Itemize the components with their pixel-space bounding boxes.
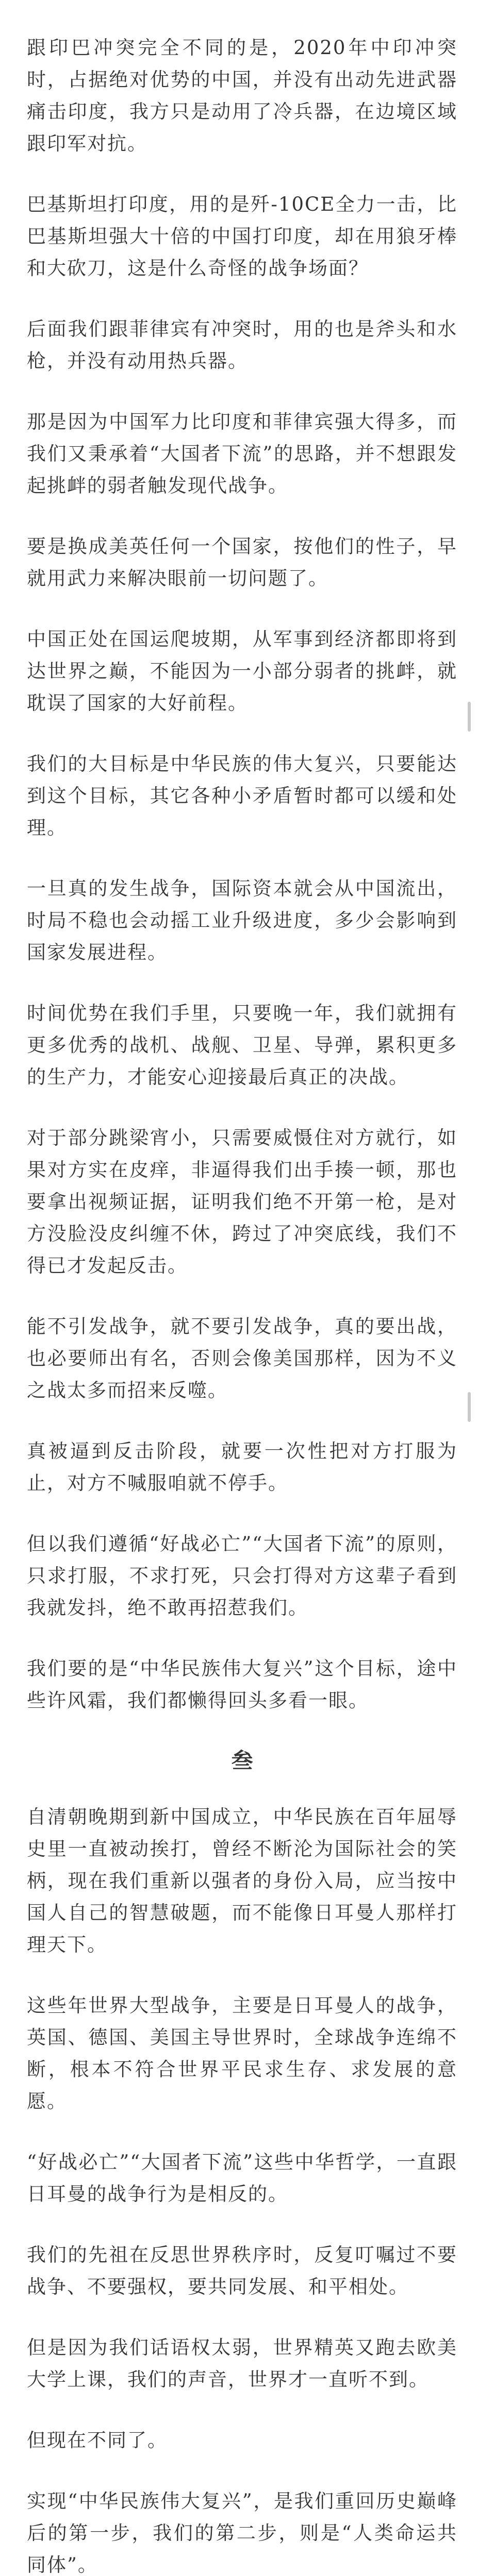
section-heading: 叁 bbox=[231, 1748, 253, 1773]
paragraph: 但现在不同了。 bbox=[27, 2429, 168, 2451]
paragraph: 实现“中华民族伟大复兴”，是我们重回历史巅峰后的第一步，我们的第二步，则是“人类命运共同体”。 bbox=[27, 2490, 457, 2576]
paragraph: 但以我们遵循“好战必亡”“大国者下流”的原则，只求打服，不求打死，只会打得对方这辈子看到我就发抖，绝不敢再招惹我们。 bbox=[27, 1533, 457, 1619]
paragraph: 但是因为我们话语权太弱，世界精英又跑去欧美大学上课，我们的声音，世界才一直听不到。 bbox=[27, 2336, 457, 2391]
paragraph: 我们要的是“中华民族伟大复兴”这个目标，途中些许风霜，我们都懒得回头多看一眼。 bbox=[27, 1657, 457, 1711]
paragraph: 后面我们跟菲律宾有冲突时，用的也是斧头和水枪，并没有动用热兵器。 bbox=[27, 318, 457, 372]
paragraph: 这些年世界大型战争，主要是日耳曼人的战争，英国、德国、美国主导世界时，全球战争连绵不断，根本不符合世界平民求生存、求发展的意愿。 bbox=[27, 1994, 457, 2112]
scroll-indicator[interactable] bbox=[468, 702, 471, 732]
paragraph: 我们的大目标是中华民族的伟大复兴，只要能达到这个目标，其它各种小矛盾暂时都可以缓和处理。 bbox=[27, 753, 457, 839]
paragraph: 我们的先祖在反思世界秩序时，反复叮嘱过不要战争、不要强权，要共同发展、和平相处。 bbox=[27, 2244, 457, 2298]
paragraph: “好战必亡”“大国者下流”这些中华哲学，一直跟日耳曼的战争行为是相反的。 bbox=[27, 2151, 457, 2205]
paragraph: 自清朝晚期到新中国成立，中华民族在百年屈辱史里一直被动挨打，曾经不断沦为国际社会的笑柄，现在我们重新以强者的身份入局，应当按中国人自己的智慧破题，而不能像日耳曼人那样打理天下。 bbox=[27, 1806, 457, 1956]
scroll-indicator[interactable] bbox=[468, 1392, 471, 1422]
paragraph: 对于部分跳梁宵小，只需要威慑住对方就行，如果对方实在皮痒，非逼得我们出手揍一顿，那也要拿出视频证据，证明我们绝不开第一枪，是对方没脸没皮纠缠不休，跨过了冲突底线，我们不得已才发起反击。 bbox=[27, 1127, 457, 1277]
paragraph: 能不引发战争，就不要引发战争，真的要出战，也必要师出有名，否则会像美国那样，因为不义之战太多而招来反噬。 bbox=[27, 1315, 457, 1401]
paragraph: 那是因为中国军力比印度和菲律宾强大得多，而我们又秉承着“大国者下流”的思路，并不想跟发起挑衅的弱者触发现代战争。 bbox=[27, 411, 457, 497]
paragraph: 中国正处在国运爬坡期，从军事到经济都即将到达世界之巅，不能因为一小部分弱者的挑衅，就耽误了国家的大好前程。 bbox=[27, 628, 457, 714]
paragraph: 真被逼到反击阶段，就要一次性把对方打服为止，对方不喊服咱就不停手。 bbox=[27, 1440, 457, 1494]
paragraph: 跟印巴冲突完全不同的是，2020年中印冲突时，占据绝对优势的中国，并没有出动先进武器痛击印度，我方只是动用了冷兵器，在边境区域跟印军对抗。 bbox=[27, 37, 457, 155]
paragraph: 巴基斯坦打印度，用的是歼-10CE全力一击，比巴基斯坦强大十倍的中国打印度，却在用狼牙棒和大砍刀，这是什么奇怪的战争场面？ bbox=[27, 193, 457, 279]
paragraph: 要是换成美英任何一个国家，按他们的性子，早就用武力来解决眼前一切问题了。 bbox=[27, 535, 457, 589]
paragraph: 一旦真的发生战争，国际资本就会从中国流出，时局不稳也会动摇工业升级进度，多少会影响到国家发展进程。 bbox=[27, 877, 457, 963]
paragraph: 时间优势在我们手里，只要晚一年，我们就拥有更多优秀的战机、战舰、卫星、导弹，累积更多的生产力，才能安心迎接最后真正的决战。 bbox=[27, 1002, 457, 1088]
